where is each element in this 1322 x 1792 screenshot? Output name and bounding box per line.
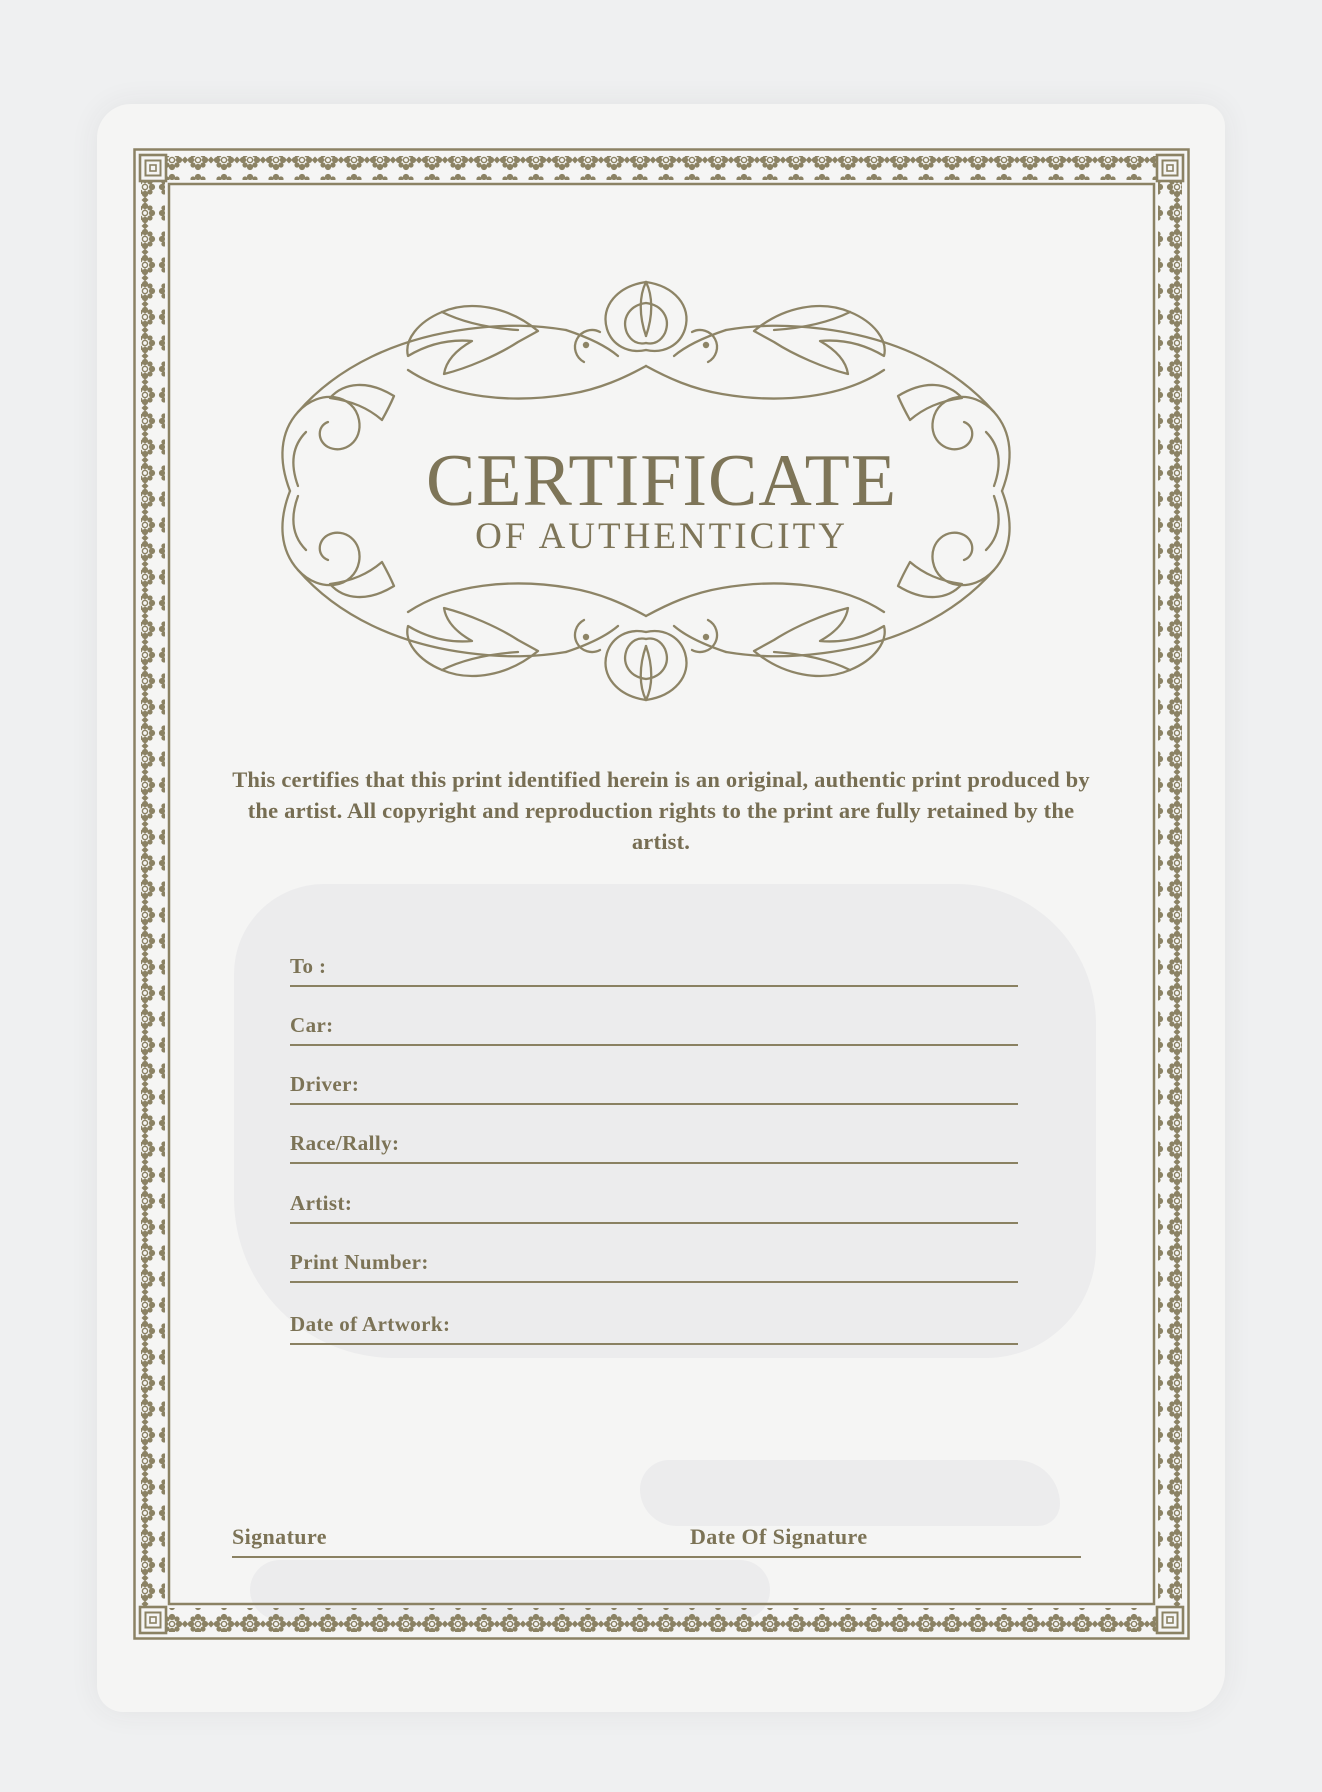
print-number-label: Print Number:: [290, 1250, 429, 1274]
to-input-line[interactable]: [290, 985, 1018, 987]
car-input-line[interactable]: [290, 1044, 1018, 1046]
date-of-artwork-label: Date of Artwork:: [290, 1312, 451, 1336]
signature-block: [232, 1522, 1081, 1556]
field-row-race-rally: [290, 1126, 1018, 1164]
car-label: Car:: [290, 1013, 334, 1037]
race-rally-input-line[interactable]: [290, 1162, 1018, 1164]
certification-statement: This certifies that this print identified herein is an original, authentic print produced by the artist. All copyright and reproduction rights to the print are fully retained by the artist.: [232, 767, 1090, 854]
to-label: To :: [290, 954, 327, 978]
print-number-input-line[interactable]: [290, 1281, 1018, 1283]
field-row-print-number: [290, 1245, 1018, 1283]
field-row-date-of-artwork: [290, 1307, 1018, 1345]
field-row-artist: [290, 1186, 1018, 1224]
field-row-driver: [290, 1067, 1018, 1105]
artist-input-line[interactable]: [290, 1222, 1018, 1224]
date-of-signature-label: Date Of Signature: [690, 1524, 868, 1549]
certificate-subtitle: OF AUTHENTICITY: [475, 516, 848, 557]
field-row-car: [290, 1008, 1018, 1046]
signature-input-line[interactable]: [232, 1556, 1081, 1558]
driver-label: Driver:: [290, 1072, 360, 1096]
artist-label: Artist:: [290, 1191, 353, 1215]
date-of-artwork-input-line[interactable]: [290, 1343, 1018, 1345]
field-row-to: [290, 949, 1018, 987]
signature-label: Signature: [232, 1524, 327, 1549]
driver-input-line[interactable]: [290, 1103, 1018, 1105]
race-rally-label: Race/Rally:: [290, 1131, 400, 1155]
certificate-title: CERTIFICATE: [425, 440, 898, 522]
